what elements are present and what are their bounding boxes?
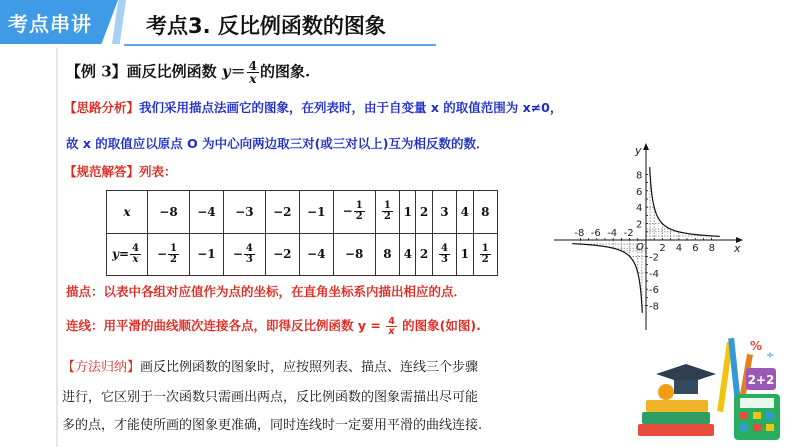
hyperbola-branch-positive — [650, 167, 720, 236]
method-line-2: 进行，它区别于一次函数只需画出两点，反比例函数的图象需描出尽可能 — [62, 390, 479, 405]
example-denominator: x — [247, 72, 259, 85]
table-cell: −4 — [189, 191, 223, 234]
table-cell: − $\frac{1}{2}$ — [148, 233, 190, 276]
table-cell: $\frac{1}{2}$ — [473, 233, 497, 276]
table-cell: − $\frac{1}{2}$ — [333, 191, 375, 234]
book-red — [638, 424, 714, 436]
x-tick-label: 4 — [675, 243, 683, 254]
table-cell: −2 — [265, 233, 299, 276]
example-line — [66, 60, 310, 85]
table-cell: 8 — [375, 233, 399, 276]
method-line-3: 多的点，才能使所画的图象更准确，同时连线时一定要用平滑的曲线连接. — [62, 418, 483, 433]
table-cell: −1 — [189, 233, 223, 276]
table-cell: 4 — [457, 191, 473, 234]
table-cell: −1 — [299, 191, 333, 234]
table-cell: −8 — [333, 233, 375, 276]
table-cell: 2 — [416, 233, 432, 276]
stationery-illustration — [638, 334, 788, 444]
x-tick-label: 8 — [708, 243, 715, 254]
page-title: 考点3. 反比例函数的图象 — [146, 14, 386, 38]
analysis-line-2: 故 x 的取值应以原点 O 为中心向两边取三对(或三对以上)互为相反数的数． — [66, 136, 489, 151]
left-divider — [56, 48, 58, 447]
y-tick-label: 4 — [636, 203, 643, 215]
example-text-before: 画反比例函数 — [126, 62, 222, 81]
connect-numerator: 4 — [388, 315, 395, 327]
table-cell: − $\frac{4}{3}$ — [223, 233, 265, 276]
y-tick-label: -2 — [649, 252, 659, 264]
svg-text:2+2: 2+2 — [747, 373, 775, 387]
y-tick-label: -6 — [649, 285, 659, 297]
connect-text-before: 连线：用平滑的曲线顺次连接各点，即得反比例函数 y = — [66, 318, 386, 333]
solution-text: 列表： — [139, 164, 177, 179]
table-cell: 1 — [400, 191, 416, 234]
value-table — [106, 190, 498, 276]
method-label: 【方法归纳】 — [62, 360, 141, 375]
table-cell: $\frac{4}{3}$ — [432, 233, 456, 276]
book-yellow — [646, 400, 708, 412]
solution-line — [64, 162, 177, 180]
section-tag-label: 考点串讲 — [8, 12, 92, 36]
connect-denominator: x — [386, 326, 397, 337]
table-cell: 1 — [457, 233, 473, 276]
x-tick-label: 6 — [692, 243, 699, 254]
svg-text:÷: ÷ — [766, 350, 775, 361]
book-green — [642, 412, 710, 424]
svg-text:%: % — [750, 339, 763, 353]
y-axis-arrow — [643, 143, 649, 150]
table-cell: 4 — [400, 233, 416, 276]
example-numerator: 4 — [248, 59, 257, 73]
example-eq: ＝ — [230, 62, 246, 81]
x-tick-label: -2 — [623, 228, 634, 239]
function-graph — [548, 142, 744, 334]
y-tick-label: -8 — [649, 301, 659, 313]
x-tick-label: -6 — [590, 228, 601, 239]
x-tick-label: 2 — [659, 243, 666, 254]
table-header-x: x — [107, 191, 148, 234]
x-axis-label: x — [734, 242, 741, 255]
table-cell: $\frac{1}{2}$ — [375, 191, 399, 234]
method-text-1: 画反比例函数的图象时，应按照列表、描点、连线三个步骤 — [140, 360, 479, 375]
analysis-line-1 — [64, 98, 562, 116]
table-cell: −8 — [148, 191, 190, 234]
table-cell: −3 — [223, 191, 265, 234]
table-cell: −4 — [299, 233, 333, 276]
hyperbola-branch-negative — [572, 244, 642, 313]
example-fraction — [247, 60, 259, 85]
x-tick-label: -4 — [607, 228, 618, 239]
y-tick-label: 8 — [636, 170, 643, 182]
x-tick-label: -8 — [574, 228, 585, 239]
connect-fraction — [386, 317, 397, 337]
method-line-1 — [62, 356, 478, 375]
table-cell: 2 — [416, 191, 432, 234]
connect-line — [66, 316, 481, 337]
title-underline — [124, 44, 436, 46]
origin-label: O — [636, 242, 644, 253]
table-row-y — [107, 233, 498, 276]
table-cell: 8 — [473, 191, 497, 234]
example-text-after: 的图象. — [260, 62, 311, 81]
y-tick-label: 2 — [636, 219, 643, 231]
table-cell: −2 — [265, 191, 299, 234]
example-label: 【例 3】 — [66, 62, 127, 81]
example-func-y: y — [221, 62, 231, 81]
y-tick-label: -4 — [649, 268, 659, 280]
table-header-y: y= $\frac{4}{x}$ — [107, 233, 148, 276]
globe-icon — [658, 384, 674, 400]
connect-text-after: 的图象(如图). — [397, 318, 481, 333]
table-cell: 3 — [432, 191, 456, 234]
y-tick-label: 6 — [636, 186, 643, 198]
analysis-label: 【思路分析】 — [64, 100, 140, 115]
y-axis-label: y — [635, 144, 642, 157]
analysis-text-1: 我们采用描点法画它的图象，在列表时，由于自变量 x 的取值范围为 x≠0， — [139, 100, 563, 115]
table-row-x — [107, 191, 498, 234]
plot-points-text: 描点：以表中各组对应值作为点的坐标，在直角坐标系内描出相应的点． — [66, 284, 467, 299]
solution-label: 【规范解答】 — [64, 164, 140, 179]
